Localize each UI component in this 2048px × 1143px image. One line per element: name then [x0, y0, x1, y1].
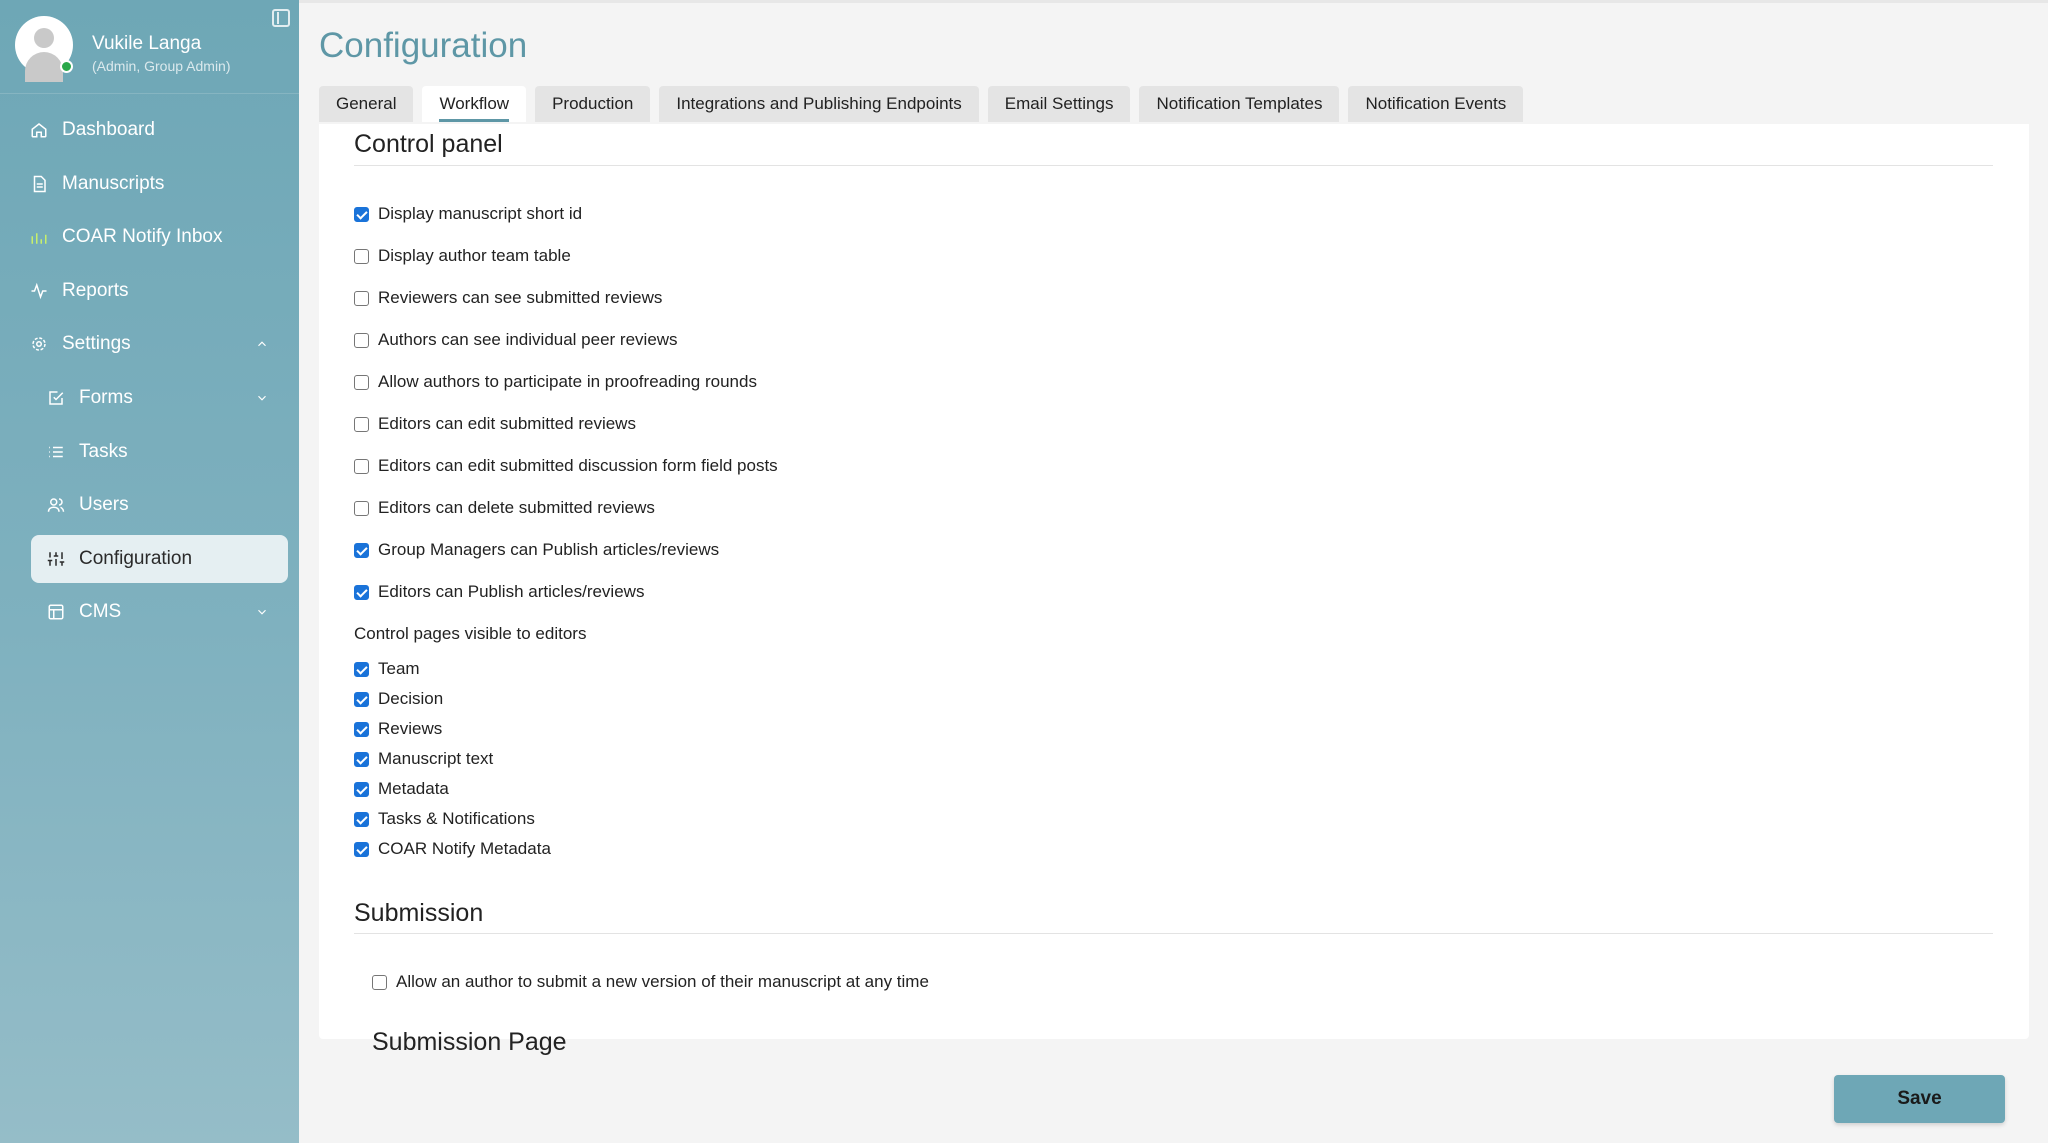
checkbox[interactable]	[372, 975, 387, 990]
option-label: Editors can delete submitted reviews	[378, 498, 655, 517]
inbox-chart-icon	[30, 228, 48, 246]
page-option-metadata[interactable]	[354, 777, 449, 801]
tab-bar	[319, 86, 1532, 124]
option-label: Editors can Publish articles/reviews	[378, 582, 645, 601]
checkbox[interactable]	[354, 207, 369, 222]
checkbox[interactable]	[354, 752, 369, 767]
tab-email-settings[interactable]: Email Settings	[988, 86, 1131, 122]
page-title: Configuration	[319, 26, 528, 65]
option-label: Group Managers can Publish articles/reviews	[378, 540, 720, 559]
option-label: Reviewers can see submitted reviews	[378, 288, 663, 307]
gear-icon	[30, 335, 48, 353]
sidebar	[0, 0, 299, 1143]
option-label: Manuscript text	[378, 749, 494, 768]
checkbox[interactable]	[354, 375, 369, 390]
sidebar-collapse-icon[interactable]	[272, 9, 290, 27]
section-title-submission: Submission	[354, 899, 484, 927]
user-name: Vukile Langa	[92, 33, 202, 54]
tab-general[interactable]: General	[319, 86, 413, 122]
option-editors-edit-discussion[interactable]	[354, 454, 778, 478]
page-option-manuscript-text[interactable]	[354, 747, 493, 771]
sidebar-item-reports[interactable]	[30, 271, 129, 311]
option-editors-edit-reviews[interactable]	[354, 412, 636, 436]
tab-production[interactable]: Production	[535, 86, 650, 122]
checkbox[interactable]	[354, 459, 369, 474]
section-divider	[354, 165, 1993, 166]
option-display-author-team[interactable]	[354, 244, 571, 268]
sidebar-item-label: Forms	[79, 387, 133, 408]
option-label: Editors can edit submitted discussion form field posts	[378, 456, 778, 475]
checkbox[interactable]	[354, 692, 369, 707]
option-group-managers-publish[interactable]	[354, 538, 719, 562]
workflow-settings-panel[interactable]	[319, 124, 2029, 1056]
option-label: Reviews	[378, 719, 443, 738]
sidebar-item-cms[interactable]	[47, 592, 121, 632]
checkbox[interactable]	[354, 812, 369, 827]
checkbox[interactable]	[354, 722, 369, 737]
checkbox[interactable]	[354, 291, 369, 306]
option-author-submit-new-version[interactable]	[372, 970, 929, 994]
option-label: COAR Notify Metadata	[378, 839, 551, 858]
chevron-down-icon[interactable]	[255, 391, 269, 405]
option-display-short-id[interactable]	[354, 202, 582, 226]
home-icon	[30, 121, 48, 139]
option-label: Tasks & Notifications	[378, 809, 535, 828]
option-label: Display manuscript short id	[378, 204, 583, 223]
page-option-coar-notify-metadata[interactable]	[354, 837, 551, 861]
option-label: Decision	[378, 689, 444, 708]
sidebar-item-dashboard[interactable]	[30, 110, 155, 150]
section-title-control-panel: Control panel	[354, 130, 503, 158]
save-button[interactable]: Save	[1834, 1075, 2005, 1123]
checkbox[interactable]	[354, 501, 369, 516]
sidebar-item-configuration[interactable]	[47, 539, 192, 579]
checkbox[interactable]	[354, 782, 369, 797]
page-option-team[interactable]	[354, 657, 420, 681]
option-authors-see-reviews[interactable]	[354, 328, 678, 352]
user-profile[interactable]	[0, 0, 299, 94]
checkbox[interactable]	[354, 417, 369, 432]
tab-workflow[interactable]: Workflow	[422, 86, 526, 122]
section-divider	[354, 933, 1993, 934]
option-label: Authors can see individual peer reviews	[378, 330, 678, 349]
user-role: (Admin, Group Admin)	[92, 58, 231, 74]
sidebar-item-coar-notify-inbox[interactable]	[30, 217, 223, 257]
sidebar-item-label: Dashboard	[62, 119, 155, 140]
checkbox[interactable]	[354, 585, 369, 600]
sidebar-item-settings[interactable]	[30, 324, 131, 364]
control-pages-label: Control pages visible to editors	[354, 624, 587, 643]
list-icon	[47, 443, 65, 461]
users-icon	[47, 496, 65, 514]
tab-notification-templates[interactable]: Notification Templates	[1139, 86, 1339, 122]
chevron-up-icon[interactable]	[255, 337, 269, 351]
sidebar-item-label: COAR Notify Inbox	[62, 226, 223, 247]
option-label: Display author team table	[378, 246, 571, 265]
option-label: Allow an author to submit a new version of their manuscript at any time	[396, 972, 929, 991]
option-editors-publish[interactable]	[354, 580, 644, 604]
top-border	[299, 0, 2048, 3]
option-label: Editors can edit submitted reviews	[378, 414, 636, 433]
check-square-icon	[47, 389, 65, 407]
document-icon	[30, 175, 48, 193]
checkbox[interactable]	[354, 543, 369, 558]
option-reviewers-see-reviews[interactable]	[354, 286, 662, 310]
sidebar-item-label: Tasks	[79, 441, 128, 462]
page-option-decision[interactable]	[354, 687, 443, 711]
sidebar-item-tasks[interactable]	[47, 432, 128, 472]
option-editors-delete-reviews[interactable]	[354, 496, 655, 520]
option-label: Metadata	[378, 779, 449, 798]
option-label: Allow authors to participate in proofreading rounds	[378, 372, 757, 391]
activity-icon	[30, 282, 48, 300]
sidebar-item-label: Settings	[62, 333, 131, 354]
layout-icon	[47, 603, 65, 621]
sidebar-item-users[interactable]	[47, 485, 129, 525]
online-status-indicator	[60, 60, 73, 73]
sidebar-item-forms[interactable]	[47, 378, 133, 418]
sidebar-item-label: Manuscripts	[62, 173, 165, 194]
option-authors-proofreading[interactable]	[354, 370, 757, 394]
tab-notification-events[interactable]: Notification Events	[1348, 86, 1523, 122]
checkbox[interactable]	[354, 842, 369, 857]
sidebar-item-label: Users	[79, 494, 129, 515]
sidebar-item-manuscripts[interactable]	[30, 164, 164, 204]
checkbox[interactable]	[354, 249, 369, 264]
tab-integrations[interactable]: Integrations and Publishing Endpoints	[659, 86, 978, 122]
page-option-tasks-notifications[interactable]	[354, 807, 535, 831]
sidebar-item-label: Configuration	[79, 548, 193, 569]
sidebar-item-label: Reports	[62, 280, 129, 301]
option-label: Team	[378, 659, 420, 678]
sliders-icon	[47, 550, 65, 568]
sidebar-item-label: CMS	[79, 601, 122, 622]
section-title-submission-page: Submission Page	[372, 1028, 567, 1056]
chevron-down-icon[interactable]	[255, 605, 269, 619]
checkbox[interactable]	[354, 333, 369, 348]
checkbox[interactable]	[354, 662, 369, 677]
page-option-reviews[interactable]	[354, 717, 442, 741]
